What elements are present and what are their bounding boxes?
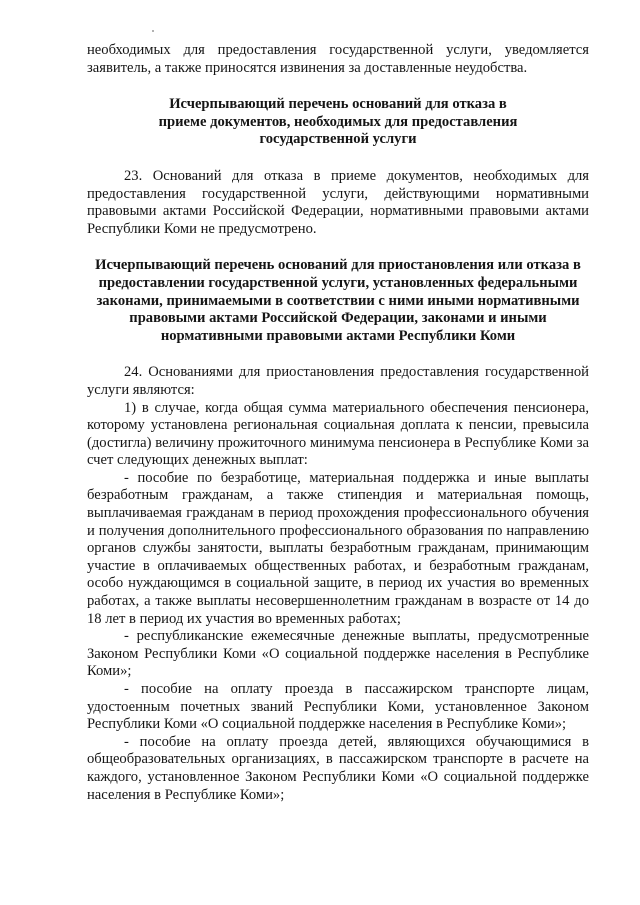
paragraph-24: 24. Основаниями для приостановления предоставления государственной услуги являются: [87, 364, 589, 398]
document-body [87, 42, 589, 804]
paragraph-23: 23. Оснований для отказа в приеме документов, необходимых для предоставления государственной услуги, действующими нормативными правовыми актами Российской Федерации, нормативными правовыми актами Республики Коми не предусмотрено. [87, 167, 589, 237]
bullet-item: - пособие на оплату проезда детей, являющихся обучающимися в общеобразовательных организациях, в пассажирском транспорте в расчете на каждого, установленное Законом Республики Коми «О социальной поддержке населения в Республике Коми»; [87, 733, 589, 803]
section-heading-suspension-refusal: Исчерпывающий перечень оснований для приостановления или отказа в предоставлении государственной услуги, установленных федеральными законами, принимаемыми в соответствии с ними иными нормативными правовыми актами Российской Федерации, законами и иными нормативными правовыми актами Республики Коми [95, 257, 581, 344]
bullet-item: - пособие по безработице, материальная поддержка и иные выплаты безработным гражданам, а также стипендия и материальная помощь, выплачиваемая гражданам в период прохождения профессионального обучения и получения дополнительного профессионального образования по направлению органов службы занятости, выплаты безработным гражданам, принимающим участие в оплачиваемых общественных работах, и безработным гражданам, особо нуждающимся в социальной защите, в период их участия во временных работах, а также выплаты несовершеннолетним гражданам в возрасте от 14 до 18 лет в период их участия во временных работах; [87, 469, 589, 627]
bullet-item: - пособие на оплату проезда в пассажирском транспорте лицам, удостоенным почетных званий Республики Коми, установленное Законом Республики Коми «О социальной поддержке населения в Республике Коми»; [87, 681, 589, 733]
section-heading-refusal-documents: Исчерпывающий перечень оснований для отказа в приеме документов, необходимых для предоставления государственной услуги [158, 96, 518, 148]
list-item-1: 1) в случае, когда общая сумма материального обеспечения пенсионера, которому установлена региональная социальная доплата к пенсии, превысила (достигла) величину прожиточного минимума пенсионера в Республике Коми за счет следующих денежных выплат: [87, 399, 589, 469]
intro-paragraph: необходимых для предоставления государственной услуги, уведомляется заявитель, а также приносятся извинения за доставленные неудобства. [87, 42, 589, 76]
scan-speck [152, 30, 154, 32]
bullet-item: - республиканские ежемесячные денежные выплаты, предусмотренные Законом Республики Коми «О социальной поддержке населения в Республике Коми»; [87, 628, 589, 680]
